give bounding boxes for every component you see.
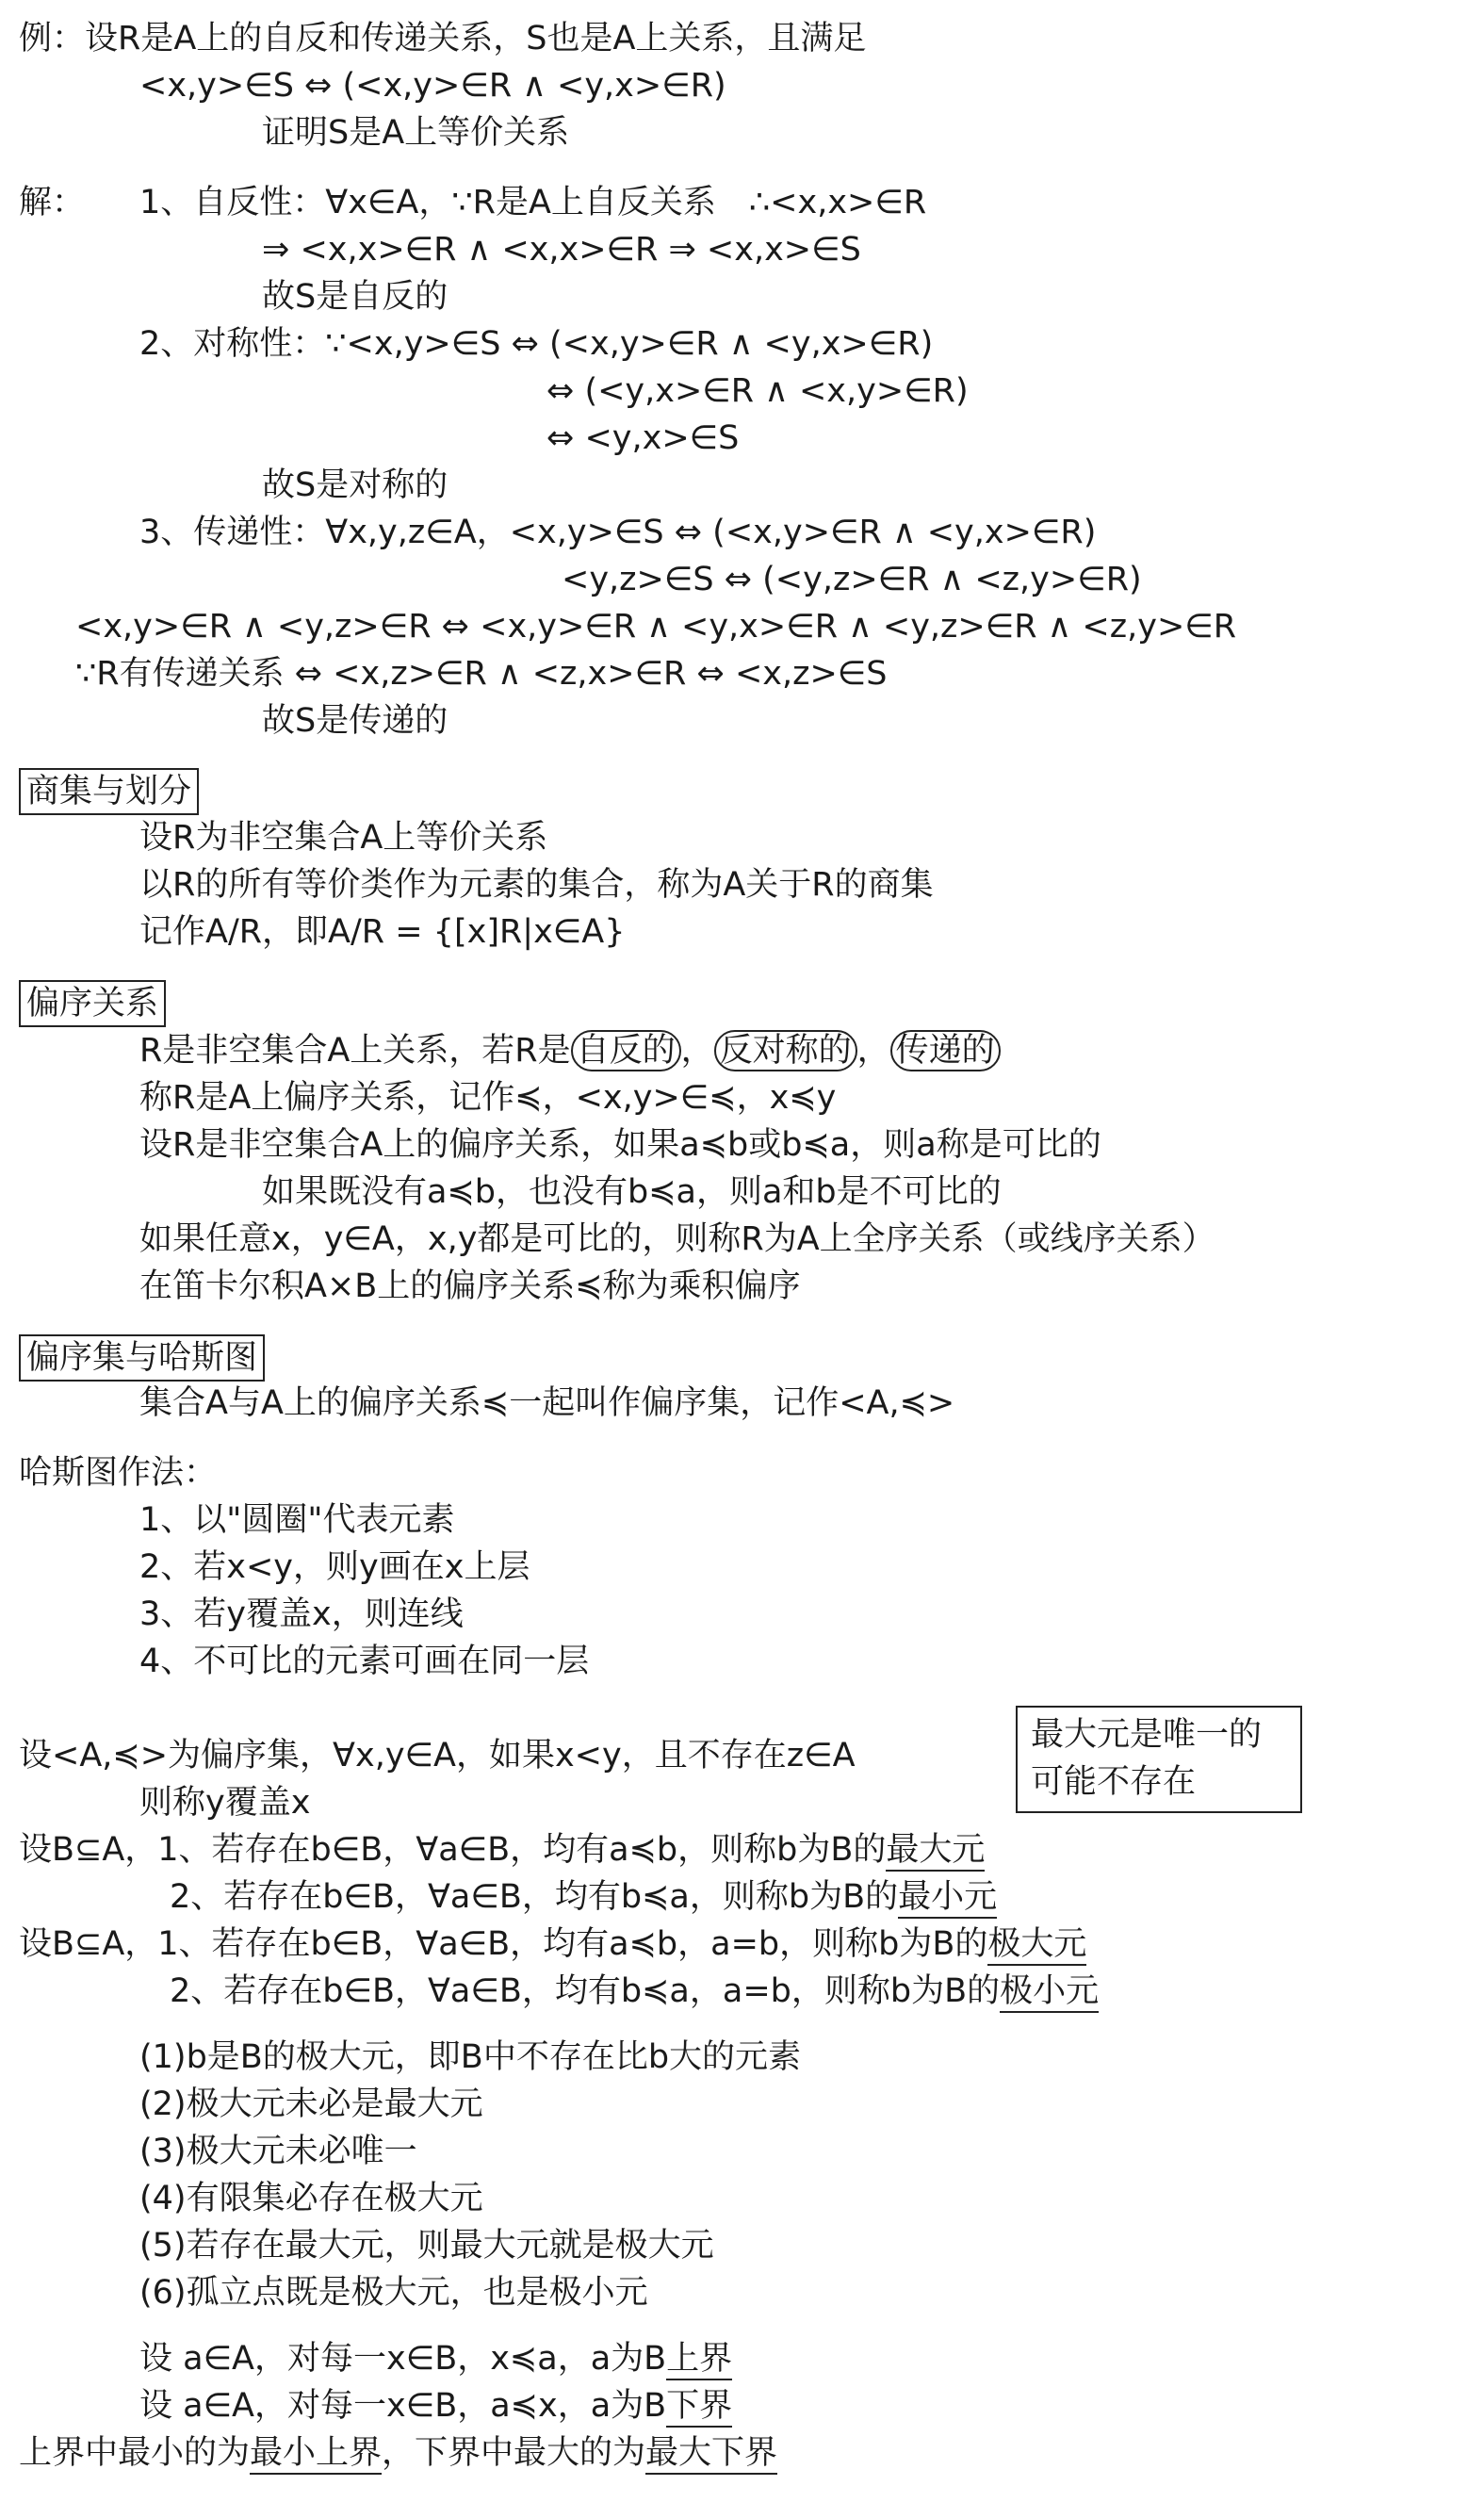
note-box [1016, 1706, 1302, 1813]
partial-order-heading: 偏序关系 [19, 980, 166, 1027]
partial-order-line-6: 在笛卡尔积A×B上的偏序关系≼称为乘积偏序 [139, 1267, 801, 1305]
upper-bound-text: 设 a∈A，对每一x∈B，x≼a，a为B [139, 2340, 667, 2378]
hasse-step-3: 3、若y覆盖x，则连线 [139, 1595, 464, 1633]
lower-bound-line [139, 2384, 732, 2428]
example-line-1: 例：设R是A上的自反和传递关系，S也是A上关系，且满足 [19, 20, 867, 57]
minimal-element-text: 2、若存在b∈B，∀a∈B，均有b≼a，a=b，则称b为B的 [170, 1972, 1001, 2010]
hasse-step-4: 4、不可比的元素可画在同一层 [139, 1643, 590, 1680]
hasse-step-1: 1、以"圆圈"代表元素 [139, 1501, 455, 1539]
hasse-step-2: 2、若x<y，则y画在x上层 [139, 1548, 530, 1586]
upper-bound-line [139, 2337, 732, 2380]
maximal-element-line [19, 1922, 1086, 1966]
fact-6: (6)孤立点既是极大元，也是极小元 [139, 2274, 648, 2312]
quotient-line-1: 设R为非空集合A上等价关系 [139, 819, 548, 857]
cover-line-2: 则称y覆盖x [139, 1784, 311, 1822]
poset-heading: 偏序集与哈斯图 [19, 1334, 265, 1382]
separator: ， [856, 1032, 890, 1070]
fact-3: (3)极大元未必唯一 [139, 2133, 417, 2170]
solution-label: 解： [19, 184, 86, 221]
fact-1: (1)b是B的极大元，即B中不存在比b大的元素 [139, 2038, 802, 2076]
partial-order-line-3: 设R是非空集合A上的偏序关系，如果a≼b或b≼a，则a称是可比的 [139, 1126, 1101, 1164]
term-least-element: 最小元 [898, 1878, 997, 1919]
term-lower-bound: 下界 [666, 2387, 732, 2428]
note-line-2: 可能不存在 [1031, 1763, 1197, 1801]
term-upper-bound: 上界 [666, 2340, 732, 2380]
transitive-line-2: <y,z>∈S ⇔ (<y,z>∈R ∧ <z,y>∈R) [562, 561, 1142, 598]
quotient-line-3: 记作A/R，即A/R = {[x]R|x∈A} [139, 913, 626, 951]
least-element-text: 2、若存在b∈B，∀a∈B，均有b≼a，则称b为B的 [170, 1878, 899, 1916]
quotient-heading: 商集与划分 [19, 768, 199, 815]
example-line-2: <x,y>∈S ⇔ (<x,y>∈R ∧ <y,x>∈R) [139, 67, 726, 105]
term-least-upper-bound: 最小上界 [250, 2434, 382, 2475]
partial-order-line-1 [139, 1029, 1001, 1072]
reflexive-line-1: 1、自反性：∀x∈A，∵R是A上自反关系 ∴<x,x>∈R [139, 184, 927, 221]
quotient-line-2: 以R的所有等价类作为元素的集合，称为A关于R的商集 [139, 866, 934, 904]
symmetric-line-3: ⇔ <y,x>∈S [546, 419, 740, 457]
symmetric-line-2: ⇔ (<y,x>∈R ∧ <x,y>∈R) [546, 372, 969, 410]
maximal-element-text: 设B⊆A，1、若存在b∈B，∀a∈B，均有a≼b，a=b，则称b为B的 [19, 1925, 988, 1963]
greatest-element-line [19, 1828, 985, 1872]
partial-order-line-2: 称R是A上偏序关系，记作≼，<x,y>∈≼，x≼y [139, 1079, 837, 1117]
transitive-line-4: ∵R有传递关系 ⇔ <x,z>∈R ∧ <z,x>∈R ⇔ <x,z>∈S [75, 655, 888, 693]
fact-5: (5)若存在最大元，则最大元就是极大元 [139, 2227, 714, 2265]
partial-order-line-5: 如果任意x，y∈A，x,y都是可比的，则称R为A上全序关系（或线序关系） [139, 1220, 1215, 1258]
reflexive-line-2: ⇒ <x,x>∈R ∧ <x,x>∈R ⇒ <x,x>∈S [262, 231, 861, 269]
transitive-line-3: <x,y>∈R ∧ <y,z>∈R ⇔ <x,y>∈R ∧ <y,x>∈R ∧ <y,z>∈R ∧ <z,y>∈R [75, 608, 1237, 646]
minimal-element-line [170, 1970, 1099, 2013]
fact-4: (4)有限集必存在极大元 [139, 2180, 483, 2217]
example-line-3: 证明S是A上等价关系 [262, 114, 570, 152]
partial-order-line-4: 如果既没有a≼b，也没有b≼a，则a和b是不可比的 [262, 1173, 1002, 1211]
reflexive-line-3: 故S是自反的 [262, 278, 448, 316]
note-line-1: 最大元是唯一的 [1031, 1716, 1263, 1754]
sup-inf-text-1: 上界中最小的为 [19, 2434, 251, 2472]
term-greatest-lower-bound: 最大下界 [645, 2434, 777, 2475]
symmetric-line-4: 故S是对称的 [262, 466, 448, 504]
term-maximal-element: 极大元 [987, 1925, 1086, 1966]
circled-reflexive: 自反的 [571, 1030, 681, 1071]
sup-inf-line [19, 2431, 777, 2475]
transitive-line-5: 故S是传递的 [262, 702, 448, 740]
term-greatest-element: 最大元 [886, 1831, 985, 1872]
least-element-line [170, 1875, 997, 1919]
circled-transitive: 传递的 [890, 1030, 1001, 1071]
separator: ， [680, 1032, 714, 1070]
symmetric-line-1: 2、对称性：∵<x,y>∈S ⇔ (<x,y>∈R ∧ <y,x>∈R) [139, 325, 934, 363]
sup-inf-text-2: ，下界中最大的为 [382, 2434, 646, 2472]
circled-antisymmetric: 反对称的 [714, 1030, 857, 1071]
cover-line-1: 设<A,≼>为偏序集，∀x,y∈A，如果x<y，且不存在z∈A [19, 1737, 856, 1774]
poset-line-1: 集合A与A上的偏序关系≼一起叫作偏序集，记作<A,≼> [139, 1384, 955, 1422]
fact-2: (2)极大元未必是最大元 [139, 2085, 483, 2123]
partial-order-line-1-text: R是非空集合A上关系，若R是 [139, 1032, 571, 1070]
hasse-heading: 哈斯图作法： [19, 1454, 218, 1492]
term-minimal-element: 极小元 [1000, 1972, 1099, 2013]
lower-bound-text: 设 a∈A，对每一x∈B，a≼x，a为B [139, 2387, 667, 2425]
transitive-line-1: 3、传递性：∀x,y,z∈A，<x,y>∈S ⇔ (<x,y>∈R ∧ <y,x>∈R) [139, 514, 1097, 551]
greatest-element-text: 设B⊆A，1、若存在b∈B，∀a∈B，均有a≼b，则称b为B的 [19, 1831, 887, 1869]
